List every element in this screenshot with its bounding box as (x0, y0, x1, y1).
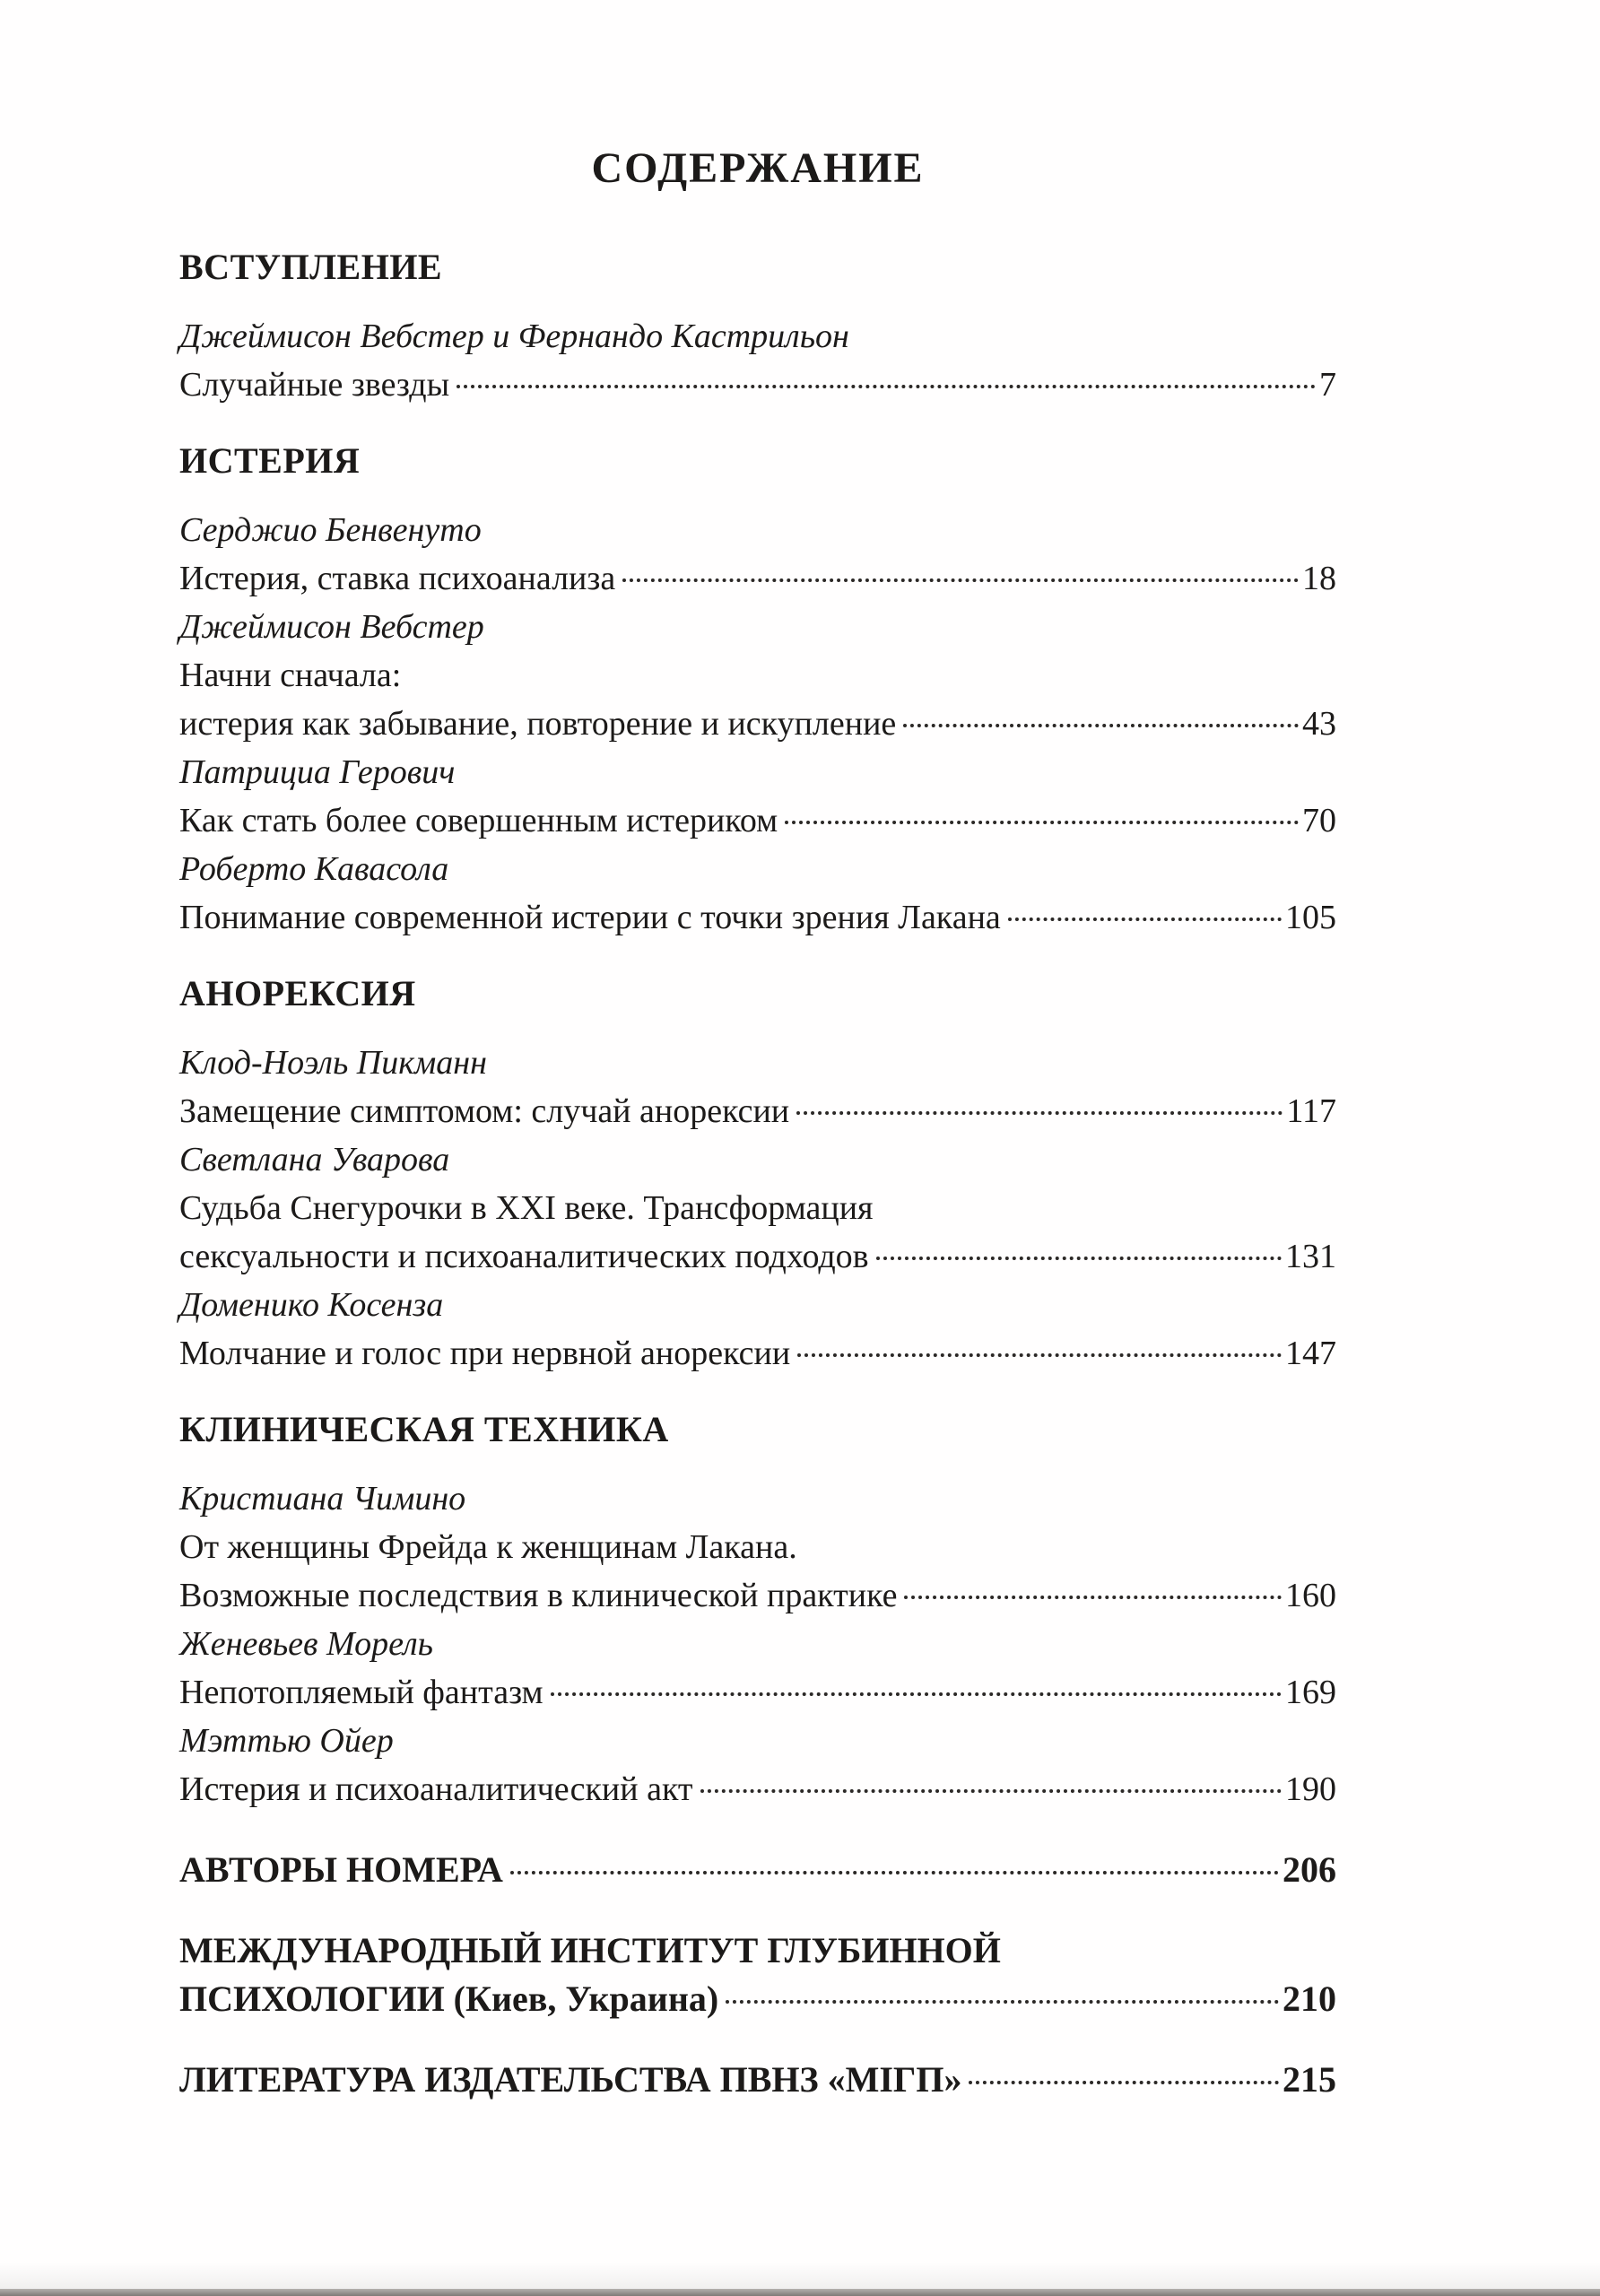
dot-leader (551, 1692, 1282, 1696)
author-name: Кристиана Чимино (179, 1480, 466, 1518)
back-matter-title: ПСИХОЛОГИИ (Киев, Украина) (179, 1979, 719, 2019)
entry-title: Понимание современной истерии с точки зрения Лакана (179, 899, 1001, 936)
section-heading-anoreksiya: АНОРЕКСИЯ (179, 973, 416, 1013)
dot-leader (969, 2081, 1279, 2084)
page-number: 160 (1285, 1577, 1336, 1614)
scan-edge-shadow (0, 2262, 1600, 2289)
back-matter-title: ЛИТЕРАТУРА ИЗДАТЕЛЬСТВА ПВНЗ «МІГП» (179, 2059, 962, 2100)
entry-title: Как стать более совершенным истериком (179, 802, 778, 839)
entry-line (179, 1765, 1336, 1813)
dot-leader (1008, 918, 1282, 921)
toc-entry (179, 1717, 1336, 1813)
toc-entry (179, 603, 1336, 748)
entry-title: Непотопляемый фантазм (179, 1674, 543, 1711)
section-heading-klinicheskaya-tehnika: КЛИНИЧЕСКАЯ ТЕХНИКА (179, 1409, 669, 1449)
entry-title: Молчание и голос при нервной анорексии (179, 1335, 791, 1372)
page-number: 70 (1302, 802, 1336, 839)
contents-title: СОДЕРЖАНИЕ (591, 144, 925, 192)
author-name: Джеймисон Вебстер и Фернандо Кастрильон (179, 317, 849, 355)
author-name: Клод-Ноэль Пикманн (179, 1044, 487, 1082)
dot-leader (457, 385, 1316, 388)
author-name: Мэттью Ойер (179, 1722, 394, 1760)
toc-entry (179, 1039, 1336, 1135)
dot-leader (726, 2000, 1279, 2004)
author-name: Серджио Бенвенуто (179, 511, 482, 549)
dot-leader (796, 1111, 1283, 1115)
scan-edge-line (0, 2289, 1600, 2296)
author-name: Патрициа Герович (179, 753, 456, 791)
back-matter-entry-avtory (179, 1846, 1336, 1894)
entry-line (179, 1087, 1336, 1135)
page-number: 18 (1302, 560, 1336, 597)
toc-content (179, 144, 1336, 2104)
entry-title: Замещение симптомом: случай анорексии (179, 1092, 790, 1130)
toc-entry (179, 506, 1336, 603)
entry-title: Случайные звезды (179, 366, 450, 404)
page-number: 206 (1283, 1849, 1336, 1890)
entry-line (179, 700, 1336, 748)
back-matter-entry-literatura (179, 2056, 1336, 2104)
author-name: Джеймисон Вебстер (179, 608, 484, 646)
entry-title: Истерия, ставка психоанализа (179, 560, 616, 597)
back-matter-title: АВТОРЫ НОМЕРА (179, 1849, 503, 1890)
page-number: 210 (1283, 1979, 1336, 2019)
entry-line (179, 1668, 1336, 1717)
dot-leader (622, 578, 1299, 582)
back-matter-title: МЕЖДУНАРОДНЫЙ ИНСТИТУТ ГЛУБИННОЙ (179, 1930, 1001, 1970)
dot-leader (797, 1353, 1282, 1357)
author-name: Доменико Косенза (179, 1286, 444, 1324)
dot-leader (876, 1257, 1282, 1260)
author-name: Роберто Кавасола (179, 850, 449, 888)
entry-title: Возможные последствия в клинической практике (179, 1577, 898, 1614)
author-name: Светлана Уварова (179, 1141, 450, 1178)
entry-line (179, 1329, 1336, 1378)
toc-entry (179, 1135, 1336, 1281)
dot-leader (510, 1871, 1279, 1874)
page-number: 7 (1319, 366, 1336, 404)
toc-entry (179, 1620, 1336, 1717)
section-heading-isteriya: ИСТЕРИЯ (179, 440, 361, 481)
toc-entry (179, 312, 1336, 409)
page-number: 43 (1302, 705, 1336, 743)
entry-title: истерия как забывание, повторение и искупление (179, 705, 897, 743)
dot-leader (700, 1789, 1282, 1793)
entry-title: сексуальности и психоаналитических подходов (179, 1238, 869, 1275)
section-heading-vstuplenie: ВСТУПЛЕНИЕ (179, 247, 443, 287)
entry-line (179, 361, 1336, 409)
toc-entry (179, 1281, 1336, 1378)
entry-line (179, 893, 1336, 942)
dot-leader (903, 724, 1299, 727)
entry-line (179, 796, 1336, 845)
back-matter-entry-institut (179, 1926, 1336, 2023)
entry-line (179, 554, 1336, 603)
toc-entry (179, 1474, 1336, 1620)
entry-line: Судьба Снегурочки в XXI веке. Трансформация (179, 1189, 874, 1227)
toc-entry (179, 845, 1336, 942)
entry-line (179, 1232, 1336, 1281)
entry-title: Истерия и психоаналитический акт (179, 1770, 693, 1808)
page-number: 105 (1285, 899, 1336, 936)
author-name: Женевьев Морель (179, 1625, 433, 1663)
page-number: 147 (1285, 1335, 1336, 1372)
entry-line: Начни сначала: (179, 657, 402, 694)
dot-leader (904, 1596, 1282, 1599)
page-number: 117 (1286, 1092, 1336, 1130)
entry-line (179, 1571, 1336, 1620)
page-number: 131 (1285, 1238, 1336, 1275)
entry-line: От женщины Фрейда к женщинам Лакана. (179, 1528, 797, 1566)
page-number: 169 (1285, 1674, 1336, 1711)
toc-entry (179, 748, 1336, 845)
page-number: 190 (1285, 1770, 1336, 1808)
page-number: 215 (1283, 2059, 1336, 2100)
dot-leader (785, 821, 1299, 824)
